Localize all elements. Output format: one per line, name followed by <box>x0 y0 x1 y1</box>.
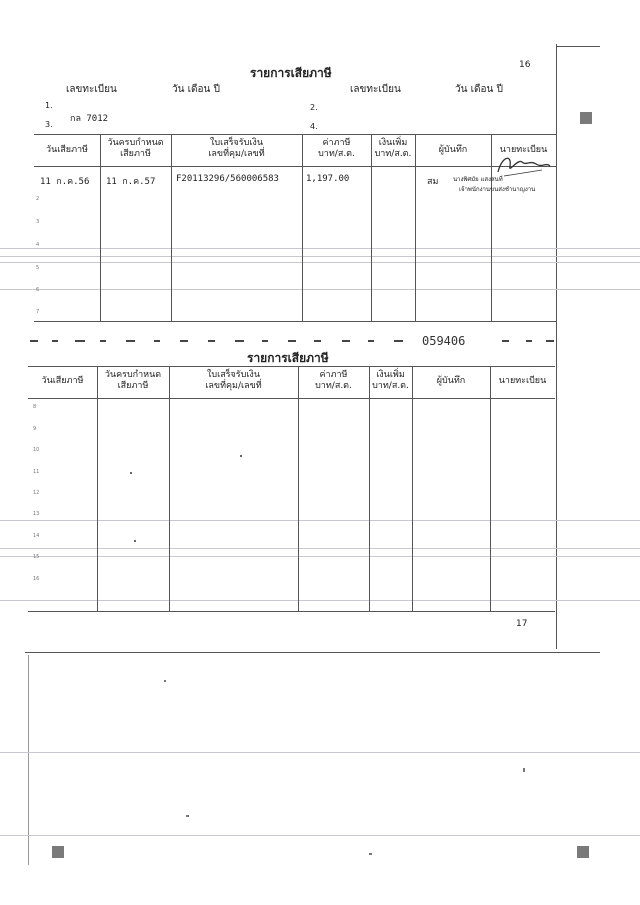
registration-mark <box>52 846 64 858</box>
registrar-stamp-title: เจ้าพนักงานขนส่งชำนาญงาน <box>459 186 536 193</box>
scan-speck <box>240 455 242 457</box>
header-registrar: นายทะเบียน <box>499 145 548 155</box>
bottom-row-number: 11 <box>33 469 40 475</box>
scan-line <box>0 600 640 601</box>
top-col-line <box>415 134 416 321</box>
date-label-right: วัน เดือน ปี <box>455 84 503 95</box>
page-number-bottom: 17 <box>516 619 528 629</box>
registration-mark <box>577 846 589 858</box>
row1-pay-date: 11 ก.ค.56 <box>40 177 90 187</box>
plate-number: กล 7012 <box>70 114 109 124</box>
scan-speck <box>369 853 372 855</box>
bottom-col-line <box>490 366 491 611</box>
row1-due-date: 11 ก.ค.57 <box>106 177 156 187</box>
bottom-row-number: 8 <box>33 404 37 410</box>
top-form-title: รายการเสียภาษี <box>250 66 332 80</box>
scan-line <box>0 548 640 549</box>
bottom-row-number: 10 <box>33 447 40 453</box>
bottom-header-pay-date: วันเสียภาษี <box>41 376 84 386</box>
left-scan-edge <box>28 655 29 865</box>
bottom-col-line <box>169 366 170 611</box>
scan-speck <box>523 768 525 772</box>
entry-number-1: 1. <box>45 101 53 110</box>
scan-line <box>0 556 640 557</box>
header-recorder: ผู้บันทึก <box>438 145 468 155</box>
entry-number-3: 3. <box>45 120 53 129</box>
scan-line <box>0 262 640 263</box>
reg-label-right: เลขทะเบียน <box>350 84 401 95</box>
bottom-row-number: 16 <box>33 576 40 582</box>
bottom-form-title: รายการเสียภาษี <box>247 351 329 365</box>
perforation-strip <box>30 338 556 344</box>
right-frame-top <box>556 44 557 649</box>
bottom-row-number: 14 <box>33 533 40 539</box>
mid-page-divider <box>25 652 600 653</box>
scan-line <box>0 520 640 521</box>
right-frame-corner <box>556 46 600 47</box>
bottom-header-due-date: วันครบกำหนด เสียภาษี <box>104 370 162 391</box>
header-surcharge: เงินเพิ่ม บาท/ส.ต. <box>374 138 412 159</box>
scan-line <box>0 835 640 836</box>
bottom-table-border-bottom <box>28 611 555 612</box>
bottom-table-border-top <box>28 366 555 367</box>
scan-speck <box>134 540 136 542</box>
top-row-number: 4 <box>36 242 40 248</box>
bottom-header-receipt: ใบเสร็จรับเงิน เลขที่คุม/เลขที่ <box>205 370 262 391</box>
bottom-row-number: 13 <box>33 511 40 517</box>
scan-line <box>0 752 640 753</box>
top-row-number: 5 <box>36 265 40 271</box>
top-row-number: 6 <box>36 287 40 293</box>
registration-mark <box>580 112 592 124</box>
bottom-col-line <box>298 366 299 611</box>
bottom-col-line <box>412 366 413 611</box>
header-receipt: ใบเสร็จรับเงิน เลขที่คุม/เลขที่ <box>208 138 265 159</box>
date-label-left: วัน เดือน ปี <box>172 84 220 95</box>
scan-speck <box>186 815 189 817</box>
page-number-top: 16 <box>519 60 531 70</box>
header-pay-date: วันเสียภาษี <box>46 145 88 155</box>
header-due-date: วันครบกำหนด เสียภาษี <box>107 138 164 159</box>
reg-label-left: เลขทะเบียน <box>66 84 117 95</box>
scan-line <box>0 289 640 290</box>
scan-speck <box>130 472 132 474</box>
registrar-stamp-name: นางพิศมัย แสงสนที่ <box>453 176 503 183</box>
top-table-header-bottom <box>34 166 556 167</box>
bottom-row-number: 15 <box>33 554 40 560</box>
scan-noise-digits: 059406 <box>422 334 466 348</box>
bottom-col-line <box>369 366 370 611</box>
top-table-border-top <box>34 134 556 135</box>
bottom-header-recorder: ผู้บันทึก <box>436 376 466 386</box>
scan-speck <box>164 680 166 682</box>
header-tax: ค่าภาษี บาท/ส.ต. <box>318 138 355 159</box>
bottom-row-number: 9 <box>33 426 37 432</box>
top-row-number: 3 <box>36 219 40 225</box>
row1-receipt: F20113296/560006583 <box>176 174 279 184</box>
bottom-header-tax: ค่าภาษี บาท/ส.ต. <box>315 370 352 391</box>
top-col-line <box>100 134 101 321</box>
scan-line <box>0 256 640 257</box>
top-row-number: 2 <box>36 196 40 202</box>
top-col-line <box>371 134 372 321</box>
row1-tax: 1,197.00 <box>306 174 350 184</box>
top-col-line <box>171 134 172 321</box>
bottom-header-registrar: นายทะเบียน <box>498 376 547 386</box>
bottom-col-line <box>97 366 98 611</box>
entry-number-4: 4. <box>310 122 318 131</box>
top-table-border-bottom <box>34 321 556 322</box>
bottom-table-header-bottom <box>28 398 555 399</box>
bottom-row-number: 12 <box>33 490 40 496</box>
row1-recorder: สม <box>427 177 439 187</box>
top-col-line <box>302 134 303 321</box>
entry-number-2: 2. <box>310 103 318 112</box>
top-row-number: 7 <box>36 309 40 315</box>
scan-line <box>0 248 640 249</box>
bottom-header-surcharge: เงินเพิ่ม บาท/ส.ต. <box>372 370 409 391</box>
